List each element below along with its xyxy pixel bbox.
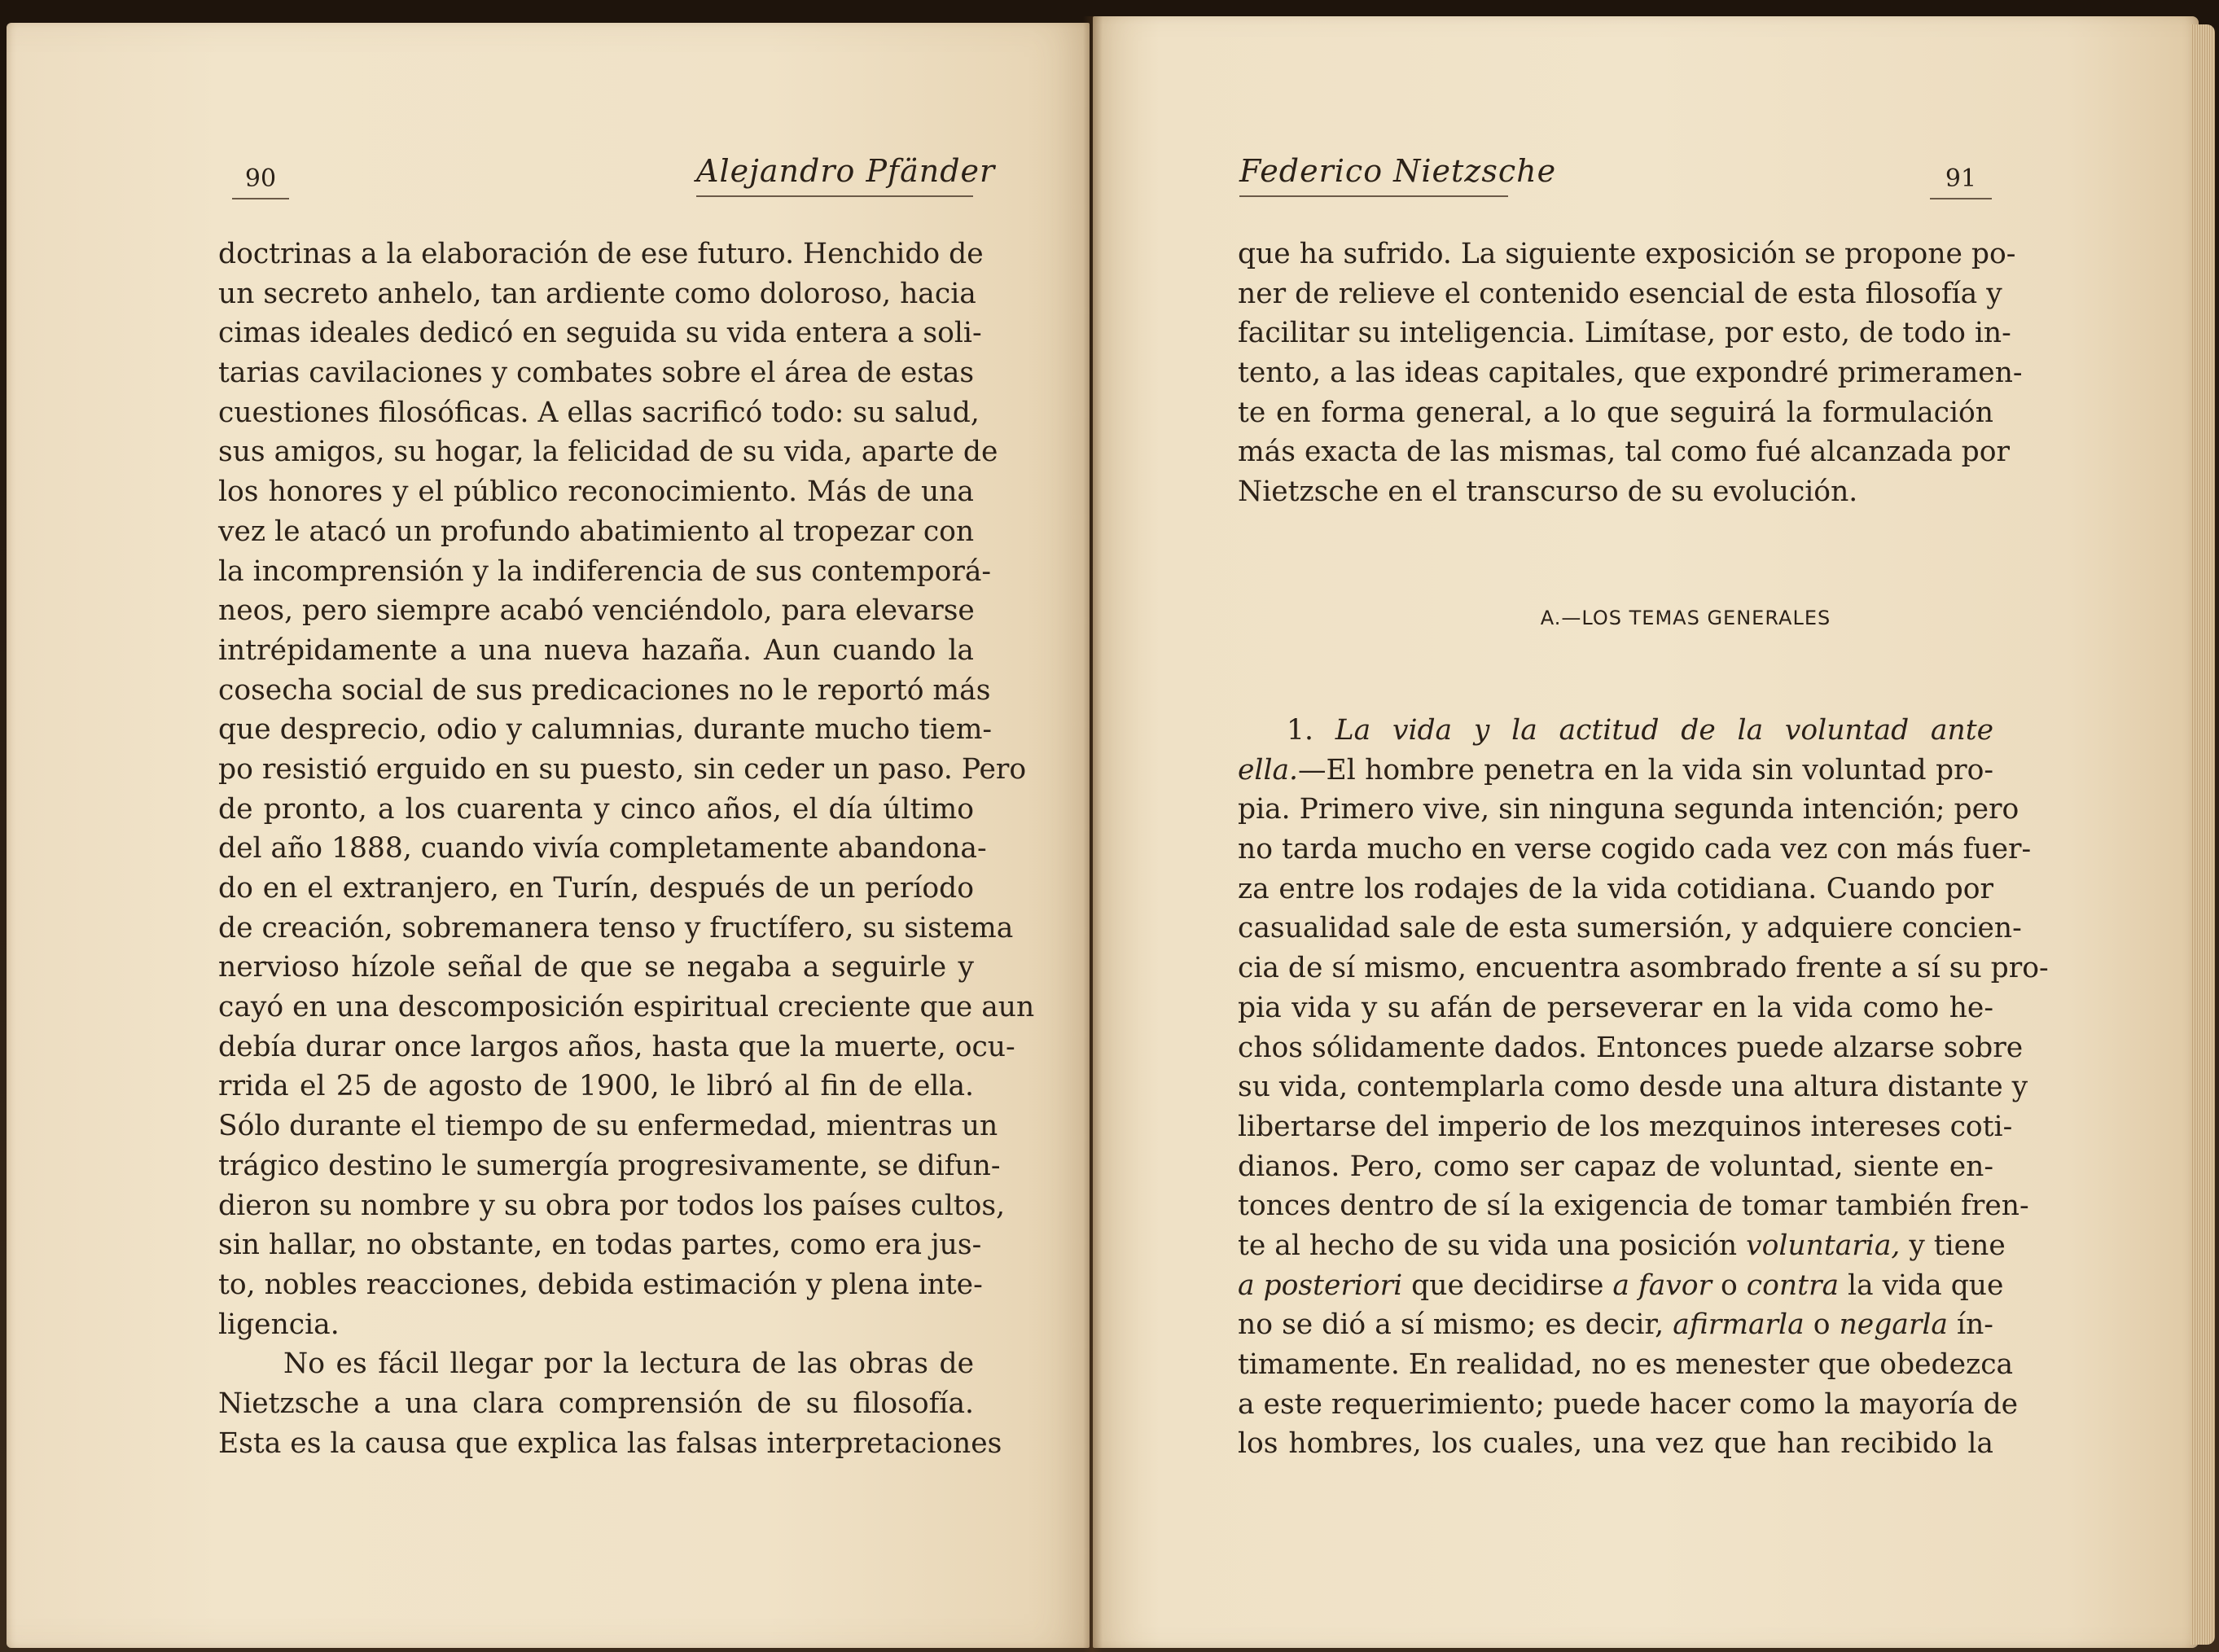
text-line: cosecha social de sus predicaciones no le reportó más bbox=[218, 673, 991, 707]
page-edges bbox=[2190, 24, 2215, 1645]
text-line: te al hecho de su vida una posición voluntaria, y tiene bbox=[1238, 1229, 2006, 1262]
text-line: cia de sí mismo, encuentra asombrado frente a sí su pro- bbox=[1238, 952, 2049, 985]
text-line: nervioso hízole señal de que se negaba a seguirle y bbox=[218, 951, 974, 984]
text-line: te en forma general, a lo que seguirá la formulación bbox=[1238, 396, 1993, 429]
text-line: rrida el 25 de agosto de 1900, le libró al fin de ella. bbox=[218, 1070, 974, 1103]
left-running-head: Alejandro Pfänder bbox=[696, 153, 973, 197]
text-line: neos, pero siempre acabó venciéndolo, para elevarse bbox=[218, 594, 975, 628]
text-line: Nietzsche en el transcurso de su evolución. bbox=[1238, 475, 1858, 509]
text-line: pia. Primero vive, sin ninguna segunda intención; pero bbox=[1238, 793, 2019, 826]
text-line: timamente. En realidad, no es menester que obedezca bbox=[1238, 1348, 2014, 1381]
text-line: chos sólidamente dados. Entonces puede alzarse sobre bbox=[1238, 1031, 2024, 1064]
text-line: de creación, sobremanera tenso y fructífero, su sistema bbox=[218, 911, 1014, 944]
text-line: los honores y el público reconocimiento. Más de una bbox=[218, 475, 974, 509]
text-line: Sólo durante el tiempo de su enfermedad, mientras un bbox=[218, 1110, 998, 1143]
text-line: sus amigos, su hogar, la felicidad de su vida, aparte de bbox=[218, 436, 998, 469]
text-line: po resistió erguido en su puesto, sin ceder un paso. Pero bbox=[218, 752, 1027, 786]
text-line: de pronto, a los cuarenta y cinco años, el día último bbox=[218, 792, 974, 826]
text-line: que ha sufrido. La siguiente exposición se propone po- bbox=[1238, 238, 2016, 270]
text-line: ner de relieve el contenido esencial de esta filosofía y bbox=[1238, 277, 2002, 310]
text-line: un secreto anhelo, tan ardiente como doloroso, hacia bbox=[218, 277, 976, 310]
text-line: tarias cavilaciones y combates sobre el área de estas bbox=[218, 357, 975, 390]
text-line: ligencia. bbox=[218, 1308, 340, 1341]
text-line: a este requerimiento; puede hacer como la mayoría de bbox=[1238, 1387, 2019, 1421]
text-line: que desprecio, odio y calumnias, durante mucho tiem- bbox=[218, 713, 993, 747]
subsection-number: 1. bbox=[1287, 714, 1313, 747]
right-intro-paragraph bbox=[1238, 234, 2023, 512]
text-line: dianos. Pero, como ser capaz de voluntad, siente en- bbox=[1238, 1150, 1993, 1183]
text-line: la incomprensión y la indiferencia de sus contemporá- bbox=[218, 554, 992, 588]
text-line: za entre los rodajes de la vida cotidiana. Cuando por bbox=[1238, 872, 1993, 905]
text-line: doctrinas a la elaboración de ese futuro. Henchido de bbox=[218, 238, 984, 270]
text-line: no tarda mucho en verse cogido cada vez con más fuer- bbox=[1238, 833, 2032, 866]
text-line: casualidad sale de esta sumersión, y adquiere concien- bbox=[1238, 912, 2022, 945]
text-line: intrépidamente a una nueva hazaña. Aun cuando la bbox=[218, 633, 974, 667]
text-line: No es fácil llegar por la lectura de las obras de bbox=[283, 1347, 974, 1381]
text-line: Nietzsche a una clara comprensión de su filosofía. bbox=[218, 1387, 974, 1420]
right-section-text bbox=[1238, 711, 2049, 1464]
subsection-title-line bbox=[1238, 711, 1993, 751]
text-line: más exacta de las mismas, tal como fué alcanzada por bbox=[1238, 436, 2011, 469]
text-line: su vida, contemplarla como desde una altura distante y bbox=[1238, 1071, 2028, 1104]
text-line: cimas ideales dedicó en seguida su vida entera a soli- bbox=[218, 317, 982, 350]
text-line: cayó en una descomposición espiritual creciente que aun bbox=[218, 991, 1035, 1024]
text-line: facilitar su inteligencia. Limítase, por esto, de todo in- bbox=[1238, 317, 2011, 350]
text-line: debía durar once largos años, hasta que la muerte, ocu- bbox=[218, 1030, 1015, 1063]
subsection-title: La vida y la actitud de la voluntad ante bbox=[1335, 714, 1993, 747]
book-gutter bbox=[1083, 16, 1103, 1652]
subsection-title-line-2 bbox=[1238, 751, 1993, 791]
text-line: trágico destino le sumergía progresivamente, se difun- bbox=[218, 1149, 1001, 1182]
text-line: dieron su nombre y su obra por todos los países cultos, bbox=[218, 1189, 1006, 1222]
text-line: a posteriori que decidirse a favor o contra la vida que bbox=[1238, 1269, 2004, 1302]
right-body-lines bbox=[1238, 790, 2049, 1226]
text-line: to, nobles reacciones, debida estimación y plena inte- bbox=[218, 1268, 983, 1301]
text-line: libertarse del imperio de los mezquinos intereses coti- bbox=[1238, 1110, 2013, 1143]
text-line: los hombres, los cuales, una vez que han recibido la bbox=[1238, 1427, 1993, 1461]
right-page-number: 91 bbox=[1930, 164, 1992, 199]
right-closing-lines bbox=[1238, 1345, 2019, 1464]
left-page-number: 90 bbox=[232, 164, 289, 199]
text-line: vez le atacó un profundo abatimiento al tropezar con bbox=[218, 515, 975, 548]
section-heading: A.—LOS TEMAS GENERALES bbox=[1540, 607, 1831, 629]
text-line: tonces dentro de sí la exigencia de tomar también fren- bbox=[1238, 1190, 2029, 1223]
text-line: del año 1888, cuando vivía completamente abandona- bbox=[218, 832, 987, 865]
text-line: no se dió a sí mismo; es decir, afirmarla o negarla ín- bbox=[1238, 1308, 1993, 1342]
text-line: tento, a las ideas capitales, que expondré primeramen- bbox=[1238, 357, 2023, 390]
text-line: cuestiones filosóficas. A ellas sacrificó todo: su salud, bbox=[218, 396, 980, 429]
subsection-title-end: ella. bbox=[1238, 753, 1299, 787]
left-page-text bbox=[218, 234, 1035, 1463]
text-line: do en el extranjero, en Turín, después de un período bbox=[218, 872, 974, 905]
right-running-head: Federico Nietzsche bbox=[1239, 153, 1508, 197]
text-line: sin hallar, no obstante, en todas partes, como era jus- bbox=[218, 1229, 982, 1262]
text-line: Esta es la causa que explica las falsas interpretaciones bbox=[218, 1426, 1002, 1460]
text-line: pia vida y su afán de perseverar en la vida como he- bbox=[1238, 991, 1993, 1024]
text-line: —El hombre penetra en la vida sin voluntad pro- bbox=[1298, 753, 1993, 787]
